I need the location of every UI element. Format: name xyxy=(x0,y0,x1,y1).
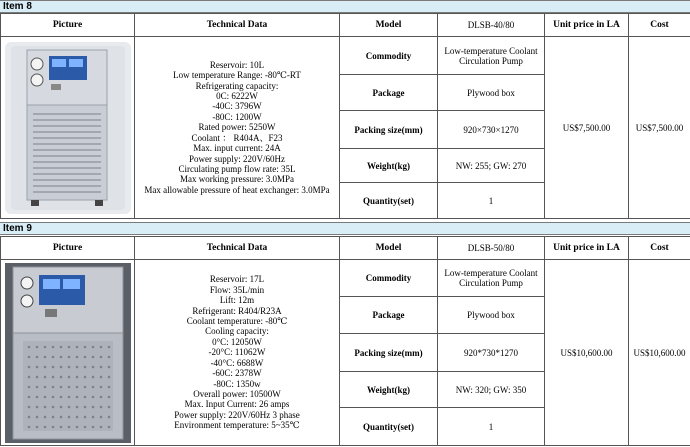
tech-line: Overall power: 10500W xyxy=(193,388,281,399)
item-9-header-row xyxy=(1,237,690,260)
quantity-value: 1 xyxy=(438,183,545,219)
tech-line: Environment temperature: 5~35℃ xyxy=(174,420,300,431)
picture-column-header: Picture xyxy=(1,237,135,260)
commodity-label: Commodity xyxy=(340,260,438,297)
item-8-technical-data xyxy=(135,37,340,219)
tech-line: 0C: 6222W xyxy=(216,91,258,102)
item-9-unit-price: US$10,600.00 xyxy=(545,260,629,446)
tech-line: Refrigerant: R404/R23A xyxy=(192,305,282,316)
tech-line: 0°C: 12050W xyxy=(212,336,262,347)
item-8-header-row xyxy=(1,14,690,37)
package-label: Package xyxy=(340,75,438,111)
commodity-value: Low-temperature Coolant Circulation Pump xyxy=(438,37,545,75)
item-8-table xyxy=(0,13,690,219)
package-value: Plywood box xyxy=(438,75,545,111)
commodity-value: Low-temperature Coolant Circulation Pump xyxy=(438,260,545,297)
unit-price-column-header: Unit price in LA xyxy=(545,14,629,37)
item-8-picture-cell xyxy=(1,37,135,219)
item-8-cost: US$7,500.00 xyxy=(629,37,690,219)
tech-line: Cooling capacity: xyxy=(205,326,269,337)
model-column-header: Model xyxy=(340,14,438,37)
tech-line: Power supply: 220V/60Hz xyxy=(189,153,285,164)
cost-column-header: Cost xyxy=(629,14,690,37)
tech-line: -80C: 1200W xyxy=(212,111,262,122)
cost-column-header: Cost xyxy=(629,237,690,260)
item-9-cost: US$10,600.00 xyxy=(629,260,690,446)
quantity-value: 1 xyxy=(438,408,545,446)
chiller-machine-image xyxy=(5,263,131,443)
technical-column-header: Technical Data xyxy=(135,14,340,37)
tech-line: Coolant ： R404A、F23 xyxy=(191,132,283,143)
packing-size-label: Packing size(mm) xyxy=(340,111,438,149)
weight-value: NW: 320; GW: 350 xyxy=(438,372,545,408)
tech-line: Reservoir: 17L xyxy=(209,274,265,285)
picture-column-header: Picture xyxy=(1,14,135,37)
tech-line: Circulating pump flow rate: 35L xyxy=(178,163,296,174)
package-value: Plywood box xyxy=(438,297,545,334)
tech-line: Power supply: 220V/60Hz 3 phase xyxy=(174,409,300,420)
item-9-technical-data xyxy=(135,260,340,446)
item-9-header: Item 9 xyxy=(0,222,690,235)
tech-line: Flow: 35L/min xyxy=(209,284,265,295)
quantity-label: Quantity(set) xyxy=(340,408,438,446)
tech-line: Coolant temperature: -80℃ xyxy=(186,316,288,327)
packing-size-value: 920*730*1270 xyxy=(438,334,545,372)
tech-line: -80C: 1350w xyxy=(213,378,261,389)
tech-line: Max. input current: 24A xyxy=(193,143,281,154)
item-8-unit-price: US$7,500.00 xyxy=(545,37,629,219)
tech-line: -40C: 3796W xyxy=(212,101,262,112)
quantity-label: Quantity(set) xyxy=(340,183,438,219)
tech-line: Low temperature Range: -80℃-RT xyxy=(173,70,301,81)
model-column-header: Model xyxy=(340,237,438,260)
tech-line: -20°C: 11062W xyxy=(208,347,266,358)
item-9-model: DLSB-50/80 xyxy=(438,237,545,260)
weight-value: NW: 255; GW: 270 xyxy=(438,149,545,183)
commodity-label: Commodity xyxy=(340,37,438,75)
item-9-table xyxy=(0,236,690,446)
tech-line: Max. Input Current: 26 amps xyxy=(184,399,290,410)
tech-line: Refrigerating capacity: xyxy=(195,80,279,91)
unit-price-column-header: Unit price in LA xyxy=(545,237,629,260)
tech-line: Max working pressure: 3.0MPa xyxy=(180,174,294,185)
packing-size-value: 920×730×1270 xyxy=(438,111,545,149)
item-8-model: DLSB-40/80 xyxy=(438,14,545,37)
tech-line: -60C: 2378W xyxy=(212,368,262,379)
weight-label: Weight(kg) xyxy=(340,149,438,183)
weight-label: Weight(kg) xyxy=(340,372,438,408)
tech-line: Lift: 12m xyxy=(219,295,255,306)
technical-column-header: Technical Data xyxy=(135,237,340,260)
tech-line: Rated power: 5250W xyxy=(198,122,276,133)
tech-line: -40°C: 6688W xyxy=(210,357,264,368)
packing-size-label: Packing size(mm) xyxy=(340,334,438,372)
item-9-picture-cell xyxy=(1,260,135,446)
tech-line: Reservoir: 10L xyxy=(209,59,265,70)
tech-line: Max allowable pressure of heat exchanger: 3.0MPa xyxy=(144,184,330,195)
item-8-header: Item 8 xyxy=(0,0,690,13)
package-label: Package xyxy=(340,297,438,334)
chiller-machine-image xyxy=(5,42,131,214)
